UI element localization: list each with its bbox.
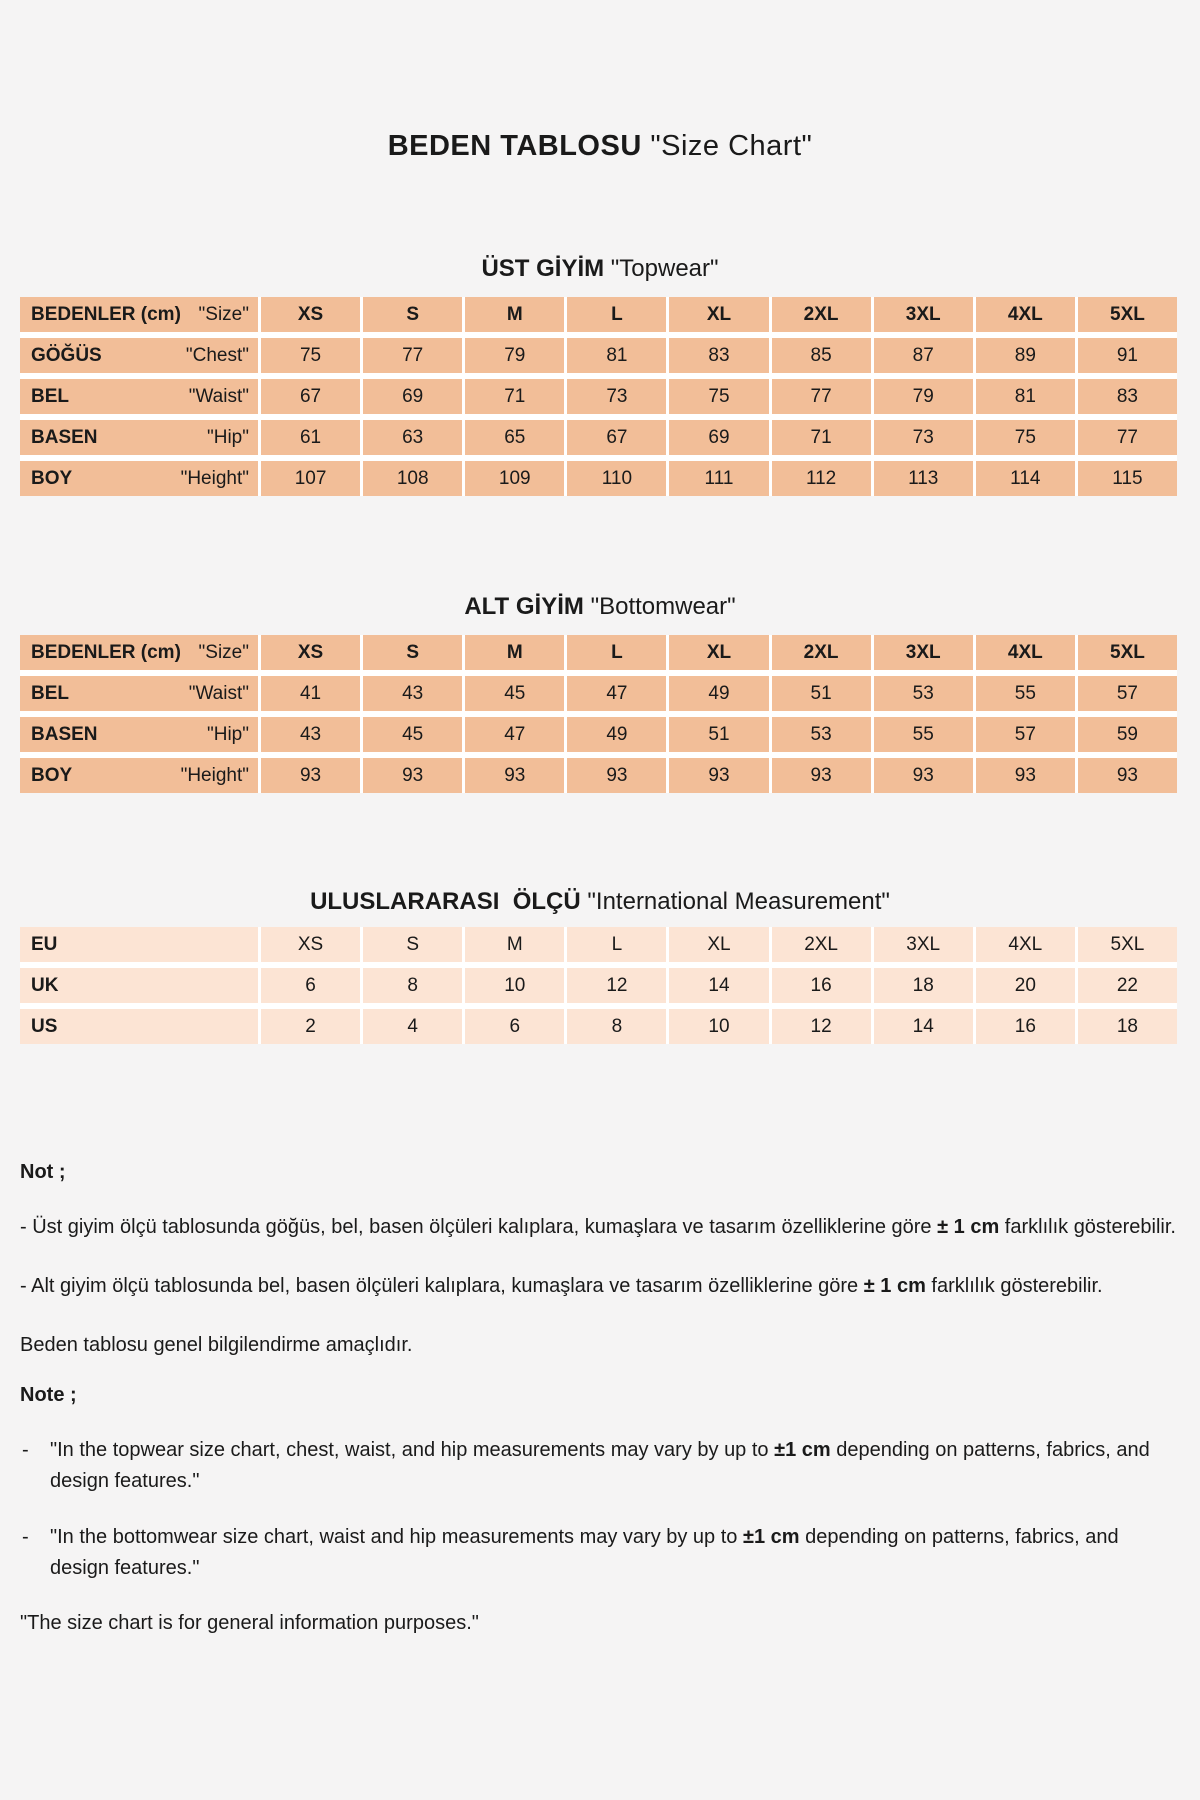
table-column-header-cell: 3XL (874, 635, 973, 670)
table-column-header-cell: 4XL (976, 297, 1075, 332)
table-row-label-english: "Hip" (207, 426, 249, 448)
table-value-cell: 45 (465, 676, 564, 711)
table-value-cell: 93 (567, 758, 666, 793)
table-column-header-cell: 3XL (874, 297, 973, 332)
table-value-cell: 61 (261, 420, 360, 455)
table-value-cell: 55 (874, 717, 973, 752)
table-value-cell: 41 (261, 676, 360, 711)
table-header-label-cell (20, 297, 258, 332)
note-bold-text: ± 1 cm (863, 1275, 926, 1298)
table-column-header-cell: XL (669, 635, 768, 670)
bottomwear-heading (20, 592, 1180, 622)
english-note-bottomwear-text (50, 1522, 1180, 1584)
bottomwear-size-table (20, 635, 1177, 793)
table-value-cell: 73 (874, 420, 973, 455)
table-value-cell: 53 (772, 717, 871, 752)
table-value-cell: 3XL (874, 927, 973, 962)
turkish-note-topwear (20, 1212, 1180, 1243)
table-value-cell: S (363, 927, 462, 962)
table-value-cell: 93 (874, 758, 973, 793)
topwear-heading-turkish: ÜST GİYİM (481, 255, 605, 283)
table-row-label-cell (20, 717, 258, 752)
table-value-cell: 5XL (1078, 927, 1177, 962)
table-header-label-turkish: BEDENLER (cm) (31, 641, 181, 663)
table-row-label-turkish: BEL (31, 385, 69, 407)
table-row-label-cell (20, 338, 258, 373)
table-value-cell: 71 (772, 420, 871, 455)
turkish-note-bottomwear (20, 1271, 1180, 1302)
table-value-cell: 8 (363, 968, 462, 1003)
table-value-cell: 93 (1078, 758, 1177, 793)
table-value-cell: 69 (363, 379, 462, 414)
table-value-cell: 8 (567, 1009, 666, 1044)
table-value-cell: 4 (363, 1009, 462, 1044)
page-title (20, 0, 1180, 164)
english-note-footer: "The size chart is for general information purposes." (20, 1612, 479, 1635)
table-value-cell: 6 (261, 968, 360, 1003)
topwear-heading (20, 254, 1180, 284)
table-value-cell: 22 (1078, 968, 1177, 1003)
table-value-cell: 49 (567, 717, 666, 752)
table-value-cell: 51 (669, 717, 768, 752)
table-value-cell: 112 (772, 461, 871, 496)
table-value-cell: XL (669, 927, 768, 962)
table-header-label-english: "Size" (198, 303, 249, 325)
table-value-cell: 91 (1078, 338, 1177, 373)
table-value-cell: 14 (669, 968, 768, 1003)
table-row-label-english: "Height" (180, 764, 249, 786)
note-text: - Alt giyim ölçü tablosunda bel, basen ölçüleri kalıplara, kumaşlara ve tasarım özelliklerine göre (20, 1275, 864, 1298)
bottomwear-section (20, 592, 1180, 793)
table-value-cell: 75 (261, 338, 360, 373)
table-value-cell: 43 (363, 676, 462, 711)
bottomwear-heading-turkish: ALT GİYİM (464, 593, 584, 621)
table-column-header-cell: M (465, 635, 564, 670)
table-column-header-cell: 5XL (1078, 297, 1177, 332)
turkish-notes-heading: Not ; (20, 1161, 66, 1184)
table-value-cell: 109 (465, 461, 564, 496)
table-value-cell: 57 (976, 717, 1075, 752)
table-value-cell: 51 (772, 676, 871, 711)
table-value-cell: 93 (976, 758, 1075, 793)
table-value-cell: 63 (363, 420, 462, 455)
table-value-cell: 53 (874, 676, 973, 711)
table-value-cell: 81 (976, 379, 1075, 414)
table-value-cell: 77 (772, 379, 871, 414)
table-value-cell: 93 (772, 758, 871, 793)
note-text: farklılık gösterebilir. (999, 1216, 1176, 1239)
notes-section (20, 1157, 1180, 1639)
table-row-label-turkish: EU (31, 933, 58, 955)
bullet-dash: - (22, 1439, 29, 1462)
table-value-cell: 47 (465, 717, 564, 752)
table-column-header-cell: 4XL (976, 635, 1075, 670)
table-row-label-cell (20, 461, 258, 496)
table-value-cell: 49 (669, 676, 768, 711)
bottomwear-heading-english: "Bottomwear" (590, 593, 736, 621)
international-heading-english: "International Measurement" (587, 888, 890, 916)
note-bold-text: ± 1 cm (937, 1216, 1000, 1239)
table-row-label-cell (20, 968, 258, 1003)
table-value-cell: 79 (465, 338, 564, 373)
table-value-cell: 93 (261, 758, 360, 793)
table-value-cell: 10 (465, 968, 564, 1003)
table-value-cell: 79 (874, 379, 973, 414)
note-text: "In the topwear size chart, chest, waist, and hip measurements may vary by up to (50, 1439, 775, 1462)
table-column-header-cell: 2XL (772, 635, 871, 670)
table-value-cell: 16 (772, 968, 871, 1003)
table-value-cell: 73 (567, 379, 666, 414)
table-row-label-turkish: BEL (31, 682, 69, 704)
table-value-cell: 2 (261, 1009, 360, 1044)
table-value-cell: 93 (669, 758, 768, 793)
table-row-label-turkish: GÖĞÜS (31, 344, 102, 366)
note-text: depending on patterns, fabrics, and design features." (50, 1439, 1150, 1493)
table-row-label-english: "Hip" (207, 723, 249, 745)
table-value-cell: 4XL (976, 927, 1075, 962)
table-value-cell: 55 (976, 676, 1075, 711)
table-row-label-cell (20, 1009, 258, 1044)
note-text: - Üst giyim ölçü tablosunda göğüs, bel, basen ölçüleri kalıplara, kumaşlara ve tasarım özelliklerine göre (20, 1216, 938, 1239)
table-column-header-cell: 2XL (772, 297, 871, 332)
note-bold-text: ±1 cm (774, 1439, 831, 1462)
table-value-cell: 45 (363, 717, 462, 752)
page-title-english: "Size Chart" (650, 130, 813, 162)
topwear-section (20, 254, 1180, 496)
table-row-label-cell (20, 420, 258, 455)
international-size-table (20, 927, 1177, 1044)
turkish-note-footer: Beden tablosu genel bilgilendirme amaçlıdır. (20, 1334, 413, 1357)
table-value-cell: 14 (874, 1009, 973, 1044)
table-value-cell: 57 (1078, 676, 1177, 711)
english-note-topwear-text (50, 1435, 1180, 1497)
table-value-cell: XS (261, 927, 360, 962)
table-value-cell: 93 (465, 758, 564, 793)
page-title-turkish: BEDEN TABLOSU (387, 130, 642, 162)
table-header-label-cell (20, 635, 258, 670)
table-value-cell: 10 (669, 1009, 768, 1044)
table-row-label-turkish: US (31, 1015, 58, 1037)
table-row-label-turkish: UK (31, 974, 59, 996)
table-value-cell: 83 (1078, 379, 1177, 414)
table-value-cell: 47 (567, 676, 666, 711)
table-row-label-english: "Waist" (188, 385, 249, 407)
international-heading-turkish: ULUSLARARASI ÖLÇÜ (310, 888, 581, 916)
table-value-cell: 85 (772, 338, 871, 373)
table-value-cell: 75 (669, 379, 768, 414)
table-row-label-turkish: BASEN (31, 426, 98, 448)
table-value-cell: 93 (363, 758, 462, 793)
english-notes-heading: Note ; (20, 1384, 77, 1407)
table-column-header-cell: L (567, 297, 666, 332)
table-row-label-turkish: BOY (31, 764, 73, 786)
table-value-cell: 69 (669, 420, 768, 455)
table-value-cell: 113 (874, 461, 973, 496)
table-value-cell: 75 (976, 420, 1075, 455)
table-value-cell: 65 (465, 420, 564, 455)
table-column-header-cell: S (363, 635, 462, 670)
table-value-cell: 89 (976, 338, 1075, 373)
table-row-label-english: "Height" (180, 467, 249, 489)
note-text: farklılık gösterebilir. (925, 1275, 1103, 1298)
table-value-cell: 77 (363, 338, 462, 373)
table-column-header-cell: XS (261, 297, 360, 332)
bullet-dash: - (22, 1526, 29, 1549)
table-value-cell: 111 (669, 461, 768, 496)
table-header-label-turkish: BEDENLER (cm) (31, 303, 181, 325)
table-value-cell: 18 (874, 968, 973, 1003)
table-value-cell: 18 (1078, 1009, 1177, 1044)
table-value-cell: 108 (363, 461, 462, 496)
table-value-cell: 110 (567, 461, 666, 496)
table-value-cell: 114 (976, 461, 1075, 496)
table-column-header-cell: 5XL (1078, 635, 1177, 670)
table-value-cell: 71 (465, 379, 564, 414)
table-value-cell: 107 (261, 461, 360, 496)
table-row-label-cell (20, 927, 258, 962)
table-value-cell: 12 (772, 1009, 871, 1044)
table-value-cell: 6 (465, 1009, 564, 1044)
table-row-label-turkish: BOY (31, 467, 73, 489)
english-note-topwear (20, 1435, 1180, 1497)
table-row-label-turkish: BASEN (31, 723, 98, 745)
table-row-label-english: "Waist" (188, 682, 249, 704)
table-value-cell: 77 (1078, 420, 1177, 455)
table-header-label-english: "Size" (198, 641, 249, 663)
table-value-cell: 87 (874, 338, 973, 373)
table-value-cell: 2XL (772, 927, 871, 962)
table-row-label-english: "Chest" (185, 344, 249, 366)
note-bold-text: ±1 cm (742, 1526, 800, 1549)
table-value-cell: 81 (567, 338, 666, 373)
table-value-cell: 59 (1078, 717, 1177, 752)
table-row-label-cell (20, 676, 258, 711)
table-row-label-cell (20, 758, 258, 793)
table-column-header-cell: XS (261, 635, 360, 670)
table-value-cell: 43 (261, 717, 360, 752)
table-value-cell: M (465, 927, 564, 962)
table-column-header-cell: S (363, 297, 462, 332)
table-value-cell: 67 (567, 420, 666, 455)
table-row-label-cell (20, 379, 258, 414)
note-text: "In the bottomwear size chart, waist and hip measurements may vary by up to (50, 1526, 743, 1549)
table-value-cell: 20 (976, 968, 1075, 1003)
table-value-cell: 12 (567, 968, 666, 1003)
topwear-heading-english: "Topwear" (610, 255, 719, 283)
table-value-cell: 115 (1078, 461, 1177, 496)
topwear-size-table (20, 297, 1177, 496)
international-section (20, 887, 1180, 1044)
table-value-cell: L (567, 927, 666, 962)
table-column-header-cell: L (567, 635, 666, 670)
table-value-cell: 67 (261, 379, 360, 414)
table-column-header-cell: M (465, 297, 564, 332)
english-note-bottomwear (20, 1522, 1180, 1584)
international-heading (20, 887, 1180, 917)
table-column-header-cell: XL (669, 297, 768, 332)
table-value-cell: 83 (669, 338, 768, 373)
table-value-cell: 16 (976, 1009, 1075, 1044)
note-text: depending on patterns, fabrics, and design features." (50, 1526, 1119, 1580)
